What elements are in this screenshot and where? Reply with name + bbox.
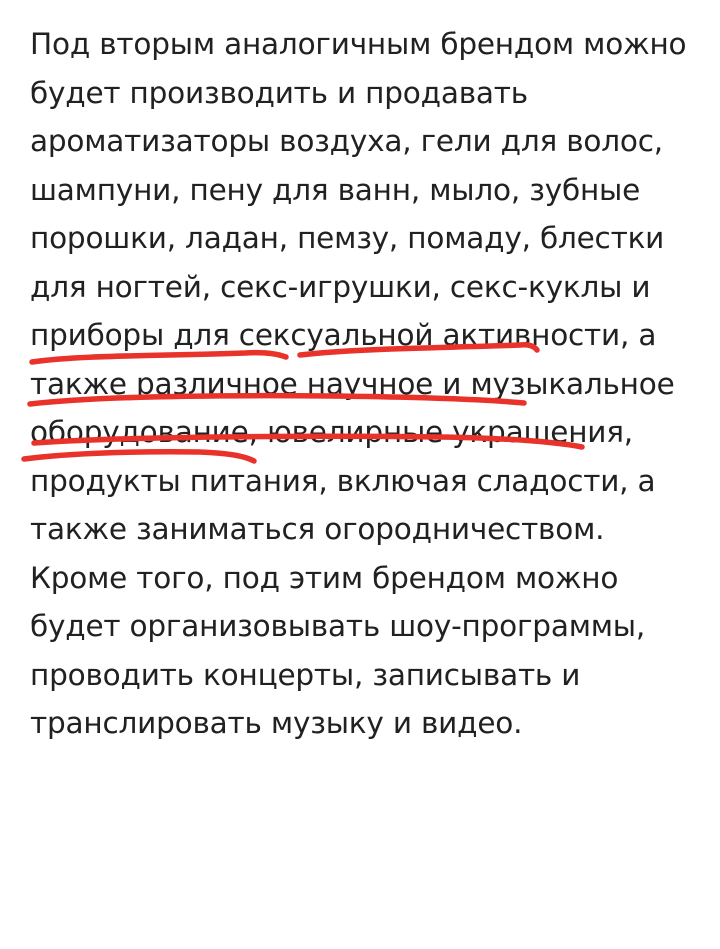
document-body-text: Под вторым аналогичным брендом можно будет производить и продавать ароматизаторы воздуха, гели для волос, шампуни, пену для ванн, мыло, зубные порошки, ладан, пемзу, помаду, блестки для ногтей, секс-игрушки, секс-куклы и приборы для сексуальной активности, а также различное научное и музыкальное оборудование, ювелирные украшения, продукты питания, включая сладости, а также заниматься огородничеством. Кроме того, под этим брендом можно будет организовывать шоу-программы, проводить концерты, записывать и транслировать музыку и видео. — [30, 27, 696, 740]
